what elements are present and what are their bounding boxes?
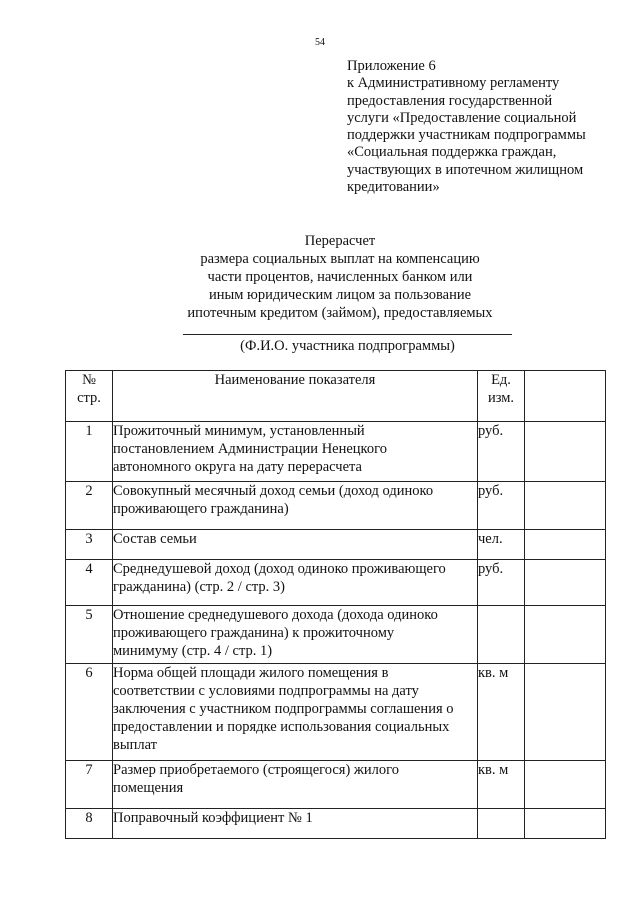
header-unit-line: Ед. <box>491 372 511 388</box>
indicator-name-line: соответствии с условиями подпрограммы на дату <box>113 683 419 699</box>
header-unit-cell <box>478 371 525 422</box>
title-line: размера социальных выплат на компенсацию <box>200 251 480 267</box>
table-row <box>66 809 606 839</box>
indicator-name-cell <box>113 761 478 809</box>
table-row <box>66 606 606 664</box>
appendix-line: предоставления государственной <box>347 92 553 109</box>
indicator-name-line: Поправочный коэффициент № 1 <box>113 810 313 826</box>
value-cell <box>525 482 606 530</box>
indicator-name-line: Состав семьи <box>113 531 197 547</box>
header-unit-line: изм. <box>487 390 515 406</box>
unit-cell: кв. м <box>478 761 525 809</box>
value-cell <box>525 422 606 482</box>
value-cell <box>525 560 606 606</box>
indicator-name-line: заключения с участником подпрограммы соглашения о <box>113 701 454 717</box>
unit-cell <box>478 809 525 839</box>
indicator-name-cell <box>113 664 478 761</box>
value-cell <box>525 761 606 809</box>
row-number-cell: 5 <box>66 606 113 664</box>
row-number-cell: 1 <box>66 422 113 482</box>
header-value-cell <box>525 371 606 422</box>
page-number: 54 <box>315 37 325 48</box>
indicator-name-line: постановлением Администрации Ненецкого <box>113 441 387 457</box>
indicator-name-cell <box>113 422 478 482</box>
value-cell <box>525 809 606 839</box>
header-num-line: стр. <box>77 390 101 406</box>
indicator-name-line: Среднедушевой доход (доход одиноко проживающего <box>113 561 446 577</box>
indicator-name-line: помещения <box>113 780 184 796</box>
document-title <box>0 232 640 322</box>
indicator-name-cell <box>113 606 478 664</box>
indicator-name-line: Прожиточный минимум, установленный <box>113 423 365 439</box>
fio-underline <box>183 334 512 335</box>
appendix-line: кредитовании» <box>347 179 440 196</box>
indicator-name-line: минимуму (стр. 4 / стр. 1) <box>113 643 273 659</box>
value-cell <box>525 664 606 761</box>
unit-cell <box>478 606 525 664</box>
fio-caption: (Ф.И.О. участника подпрограммы) <box>240 338 455 354</box>
table-row <box>66 560 606 606</box>
appendix-line: услуги «Предоставление социальной <box>347 109 577 126</box>
unit-cell: руб. <box>478 422 525 482</box>
title-line: иным юридическим лицом за пользование <box>208 287 472 303</box>
unit-cell: руб. <box>478 560 525 606</box>
indicator-name-line: предоставлении и порядке использования социальных <box>113 719 450 735</box>
indicator-name-cell <box>113 560 478 606</box>
unit-cell: руб. <box>478 482 525 530</box>
indicator-name-line: проживающего гражданина) <box>113 501 289 517</box>
indicator-name-line: автономного округа на дату перерасчета <box>113 459 362 475</box>
header-num-cell <box>66 371 113 422</box>
appendix-line: участвующих в ипотечном жилищном <box>347 161 584 178</box>
title-line: части процентов, начисленных банком или <box>207 269 473 285</box>
row-number-cell: 3 <box>66 530 113 560</box>
unit-cell: чел. <box>478 530 525 560</box>
unit-cell: кв. м <box>478 664 525 761</box>
appendix-line: «Социальная поддержка граждан, <box>347 144 557 161</box>
appendix-line: к Административному регламенту <box>347 75 560 92</box>
title-line: ипотечным кредитом (займом), предоставляемых <box>187 305 493 321</box>
indicator-name-line: гражданина) (стр. 2 / стр. 3) <box>113 579 285 595</box>
row-number-cell: 6 <box>66 664 113 761</box>
value-cell <box>525 606 606 664</box>
indicator-name-line: Совокупный месячный доход семьи (доход одиноко <box>113 483 434 499</box>
value-cell <box>525 530 606 560</box>
indicator-name-line: выплат <box>113 737 157 753</box>
table-row <box>66 482 606 530</box>
header-name-cell: Наименование показателя <box>113 371 478 422</box>
table-row <box>66 530 606 560</box>
indicator-name-line: Размер приобретаемого (строящегося) жилого <box>113 762 399 778</box>
indicator-name-cell <box>113 809 478 839</box>
appendix-line: Приложение 6 <box>347 58 436 74</box>
table-row <box>66 664 606 761</box>
title-line: Перерасчет <box>304 233 376 249</box>
table-row <box>66 422 606 482</box>
recalculation-table <box>65 370 606 839</box>
table-header-row <box>66 371 606 422</box>
appendix-line: поддержки участникам подпрограммы <box>347 127 586 144</box>
indicator-name-line: Отношение среднедушевого дохода (дохода одиноко <box>113 607 438 623</box>
indicator-name-cell <box>113 482 478 530</box>
indicator-name-line: проживающего гражданина) к прожиточному <box>113 625 395 641</box>
indicator-name-cell <box>113 530 478 560</box>
row-number-cell: 4 <box>66 560 113 606</box>
header-num-line: № <box>82 372 96 388</box>
indicator-name-line: Норма общей площади жилого помещения в <box>113 665 389 681</box>
row-number-cell: 7 <box>66 761 113 809</box>
appendix-note <box>347 58 617 196</box>
table-row <box>66 761 606 809</box>
row-number-cell: 8 <box>66 809 113 839</box>
row-number-cell: 2 <box>66 482 113 530</box>
